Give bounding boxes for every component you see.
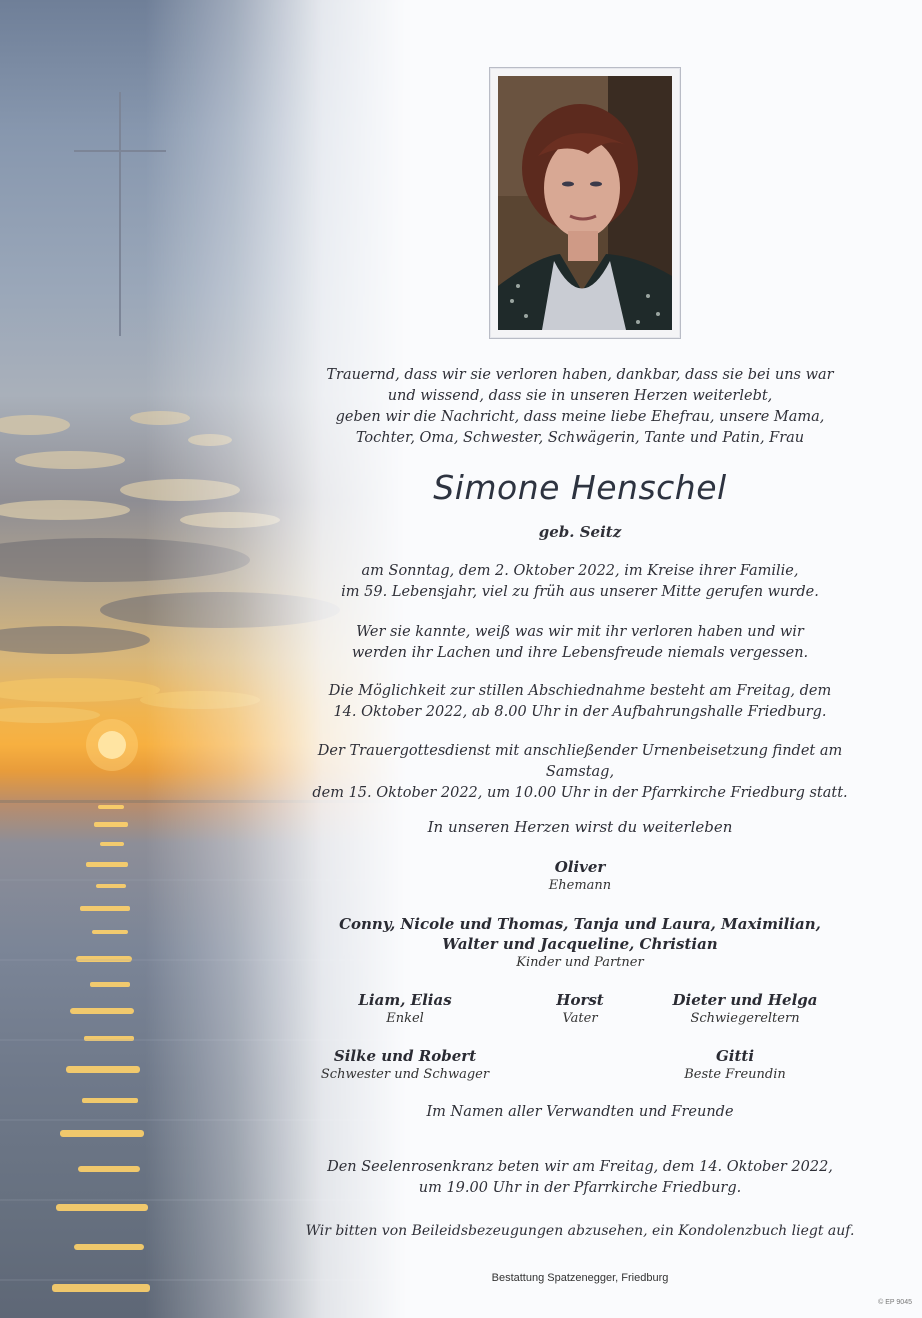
birth-name: geb. Seitz bbox=[538, 523, 622, 541]
print-code: © EP 9045 bbox=[878, 1299, 912, 1306]
service-text bbox=[290, 741, 870, 804]
mourner-role: Schwiegereltern bbox=[690, 1011, 800, 1026]
viewing-line: 14. Oktober 2022, ab 8.00 Uhr in der Aufbahrungshalle Friedburg. bbox=[333, 704, 827, 720]
mourner-inlaws bbox=[660, 990, 830, 1028]
mourner-name: Conny, Nicole und Thomas, Tanja und Laura, Maximilian, bbox=[339, 915, 821, 933]
mourner-name: Dieter und Helga bbox=[672, 991, 818, 1009]
mourners-closing: Im Namen aller Verwandten und Freunde bbox=[426, 1104, 734, 1120]
rosary-line: Den Seelenrosenkranz beten wir am Freitag, dem 14. Oktober 2022, bbox=[327, 1159, 833, 1175]
remembrance-line: werden ihr Lachen und ihre Lebensfreude niemals vergessen. bbox=[351, 645, 809, 661]
mourner-children bbox=[290, 914, 870, 972]
mourner-name: Horst bbox=[556, 991, 604, 1009]
mourners-heading: In unseren Herzen wirst du weiterleben bbox=[427, 818, 733, 836]
mourner-role: Ehemann bbox=[548, 878, 612, 893]
mourner-role: Kinder und Partner bbox=[516, 955, 644, 970]
intro-line: geben wir die Nachricht, dass meine liebe Ehefrau, unsere Mama, bbox=[335, 409, 825, 425]
remembrance-text bbox=[290, 622, 870, 664]
mourner-husband bbox=[440, 857, 720, 895]
portrait-photo bbox=[489, 67, 681, 339]
viewing-text bbox=[290, 681, 870, 723]
undertaker-label: Bestattung Spatzenegger, Friedburg bbox=[491, 1272, 669, 1284]
mourner-name: Gitti bbox=[715, 1047, 755, 1065]
deceased-name: Simone Henschel bbox=[433, 468, 727, 507]
mourner-father bbox=[520, 990, 640, 1028]
mourner-role: Vater bbox=[562, 1011, 598, 1026]
intro-line: Trauernd, dass wir sie verloren haben, dankbar, dass sie bei uns war bbox=[326, 367, 834, 383]
intro-line: und wissend, dass sie in unseren Herzen weiterlebt, bbox=[387, 388, 773, 404]
mourner-role: Enkel bbox=[386, 1011, 424, 1026]
mourner-siblings bbox=[310, 1046, 500, 1084]
rosary-line: um 19.00 Uhr in der Pfarrkirche Friedburg. bbox=[418, 1180, 742, 1196]
mourner-role: Beste Freundin bbox=[684, 1067, 786, 1082]
mourner-role: Schwester und Schwager bbox=[320, 1067, 490, 1082]
mourner-grandchildren bbox=[330, 990, 480, 1028]
passing-line: am Sonntag, dem 2. Oktober 2022, im Kreise ihrer Familie, bbox=[361, 563, 799, 579]
passing-line: im 59. Lebensjahr, viel zu früh aus unserer Mitte gerufen wurde. bbox=[341, 584, 819, 600]
cross-icon bbox=[74, 92, 166, 336]
mourner-name: Walter und Jacqueline, Christian bbox=[442, 935, 718, 953]
mourner-friend bbox=[655, 1046, 815, 1084]
mourner-name: Liam, Elias bbox=[358, 991, 452, 1009]
remembrance-line: Wer sie kannte, weiß was wir mit ihr verloren haben und wir bbox=[356, 624, 804, 640]
rosary-text bbox=[290, 1157, 870, 1199]
mourner-name: Oliver bbox=[554, 858, 606, 876]
viewing-line: Die Möglichkeit zur stillen Abschiednahme besteht am Freitag, dem bbox=[328, 683, 832, 699]
intro-text bbox=[290, 365, 870, 449]
intro-line: Tochter, Oma, Schwester, Schwägerin, Tante und Patin, Frau bbox=[355, 430, 805, 446]
service-line: Der Trauergottesdienst mit anschließender Urnenbeisetzung findet am Samstag, bbox=[317, 743, 843, 780]
mourner-name: Silke und Robert bbox=[333, 1047, 477, 1065]
service-line: dem 15. Oktober 2022, um 10.00 Uhr in der Pfarrkirche Friedburg statt. bbox=[312, 785, 848, 801]
condolence-note: Wir bitten von Beileidsbezeugungen abzusehen, ein Kondolenzbuch liegt auf. bbox=[305, 1223, 855, 1239]
passing-text bbox=[290, 561, 870, 603]
